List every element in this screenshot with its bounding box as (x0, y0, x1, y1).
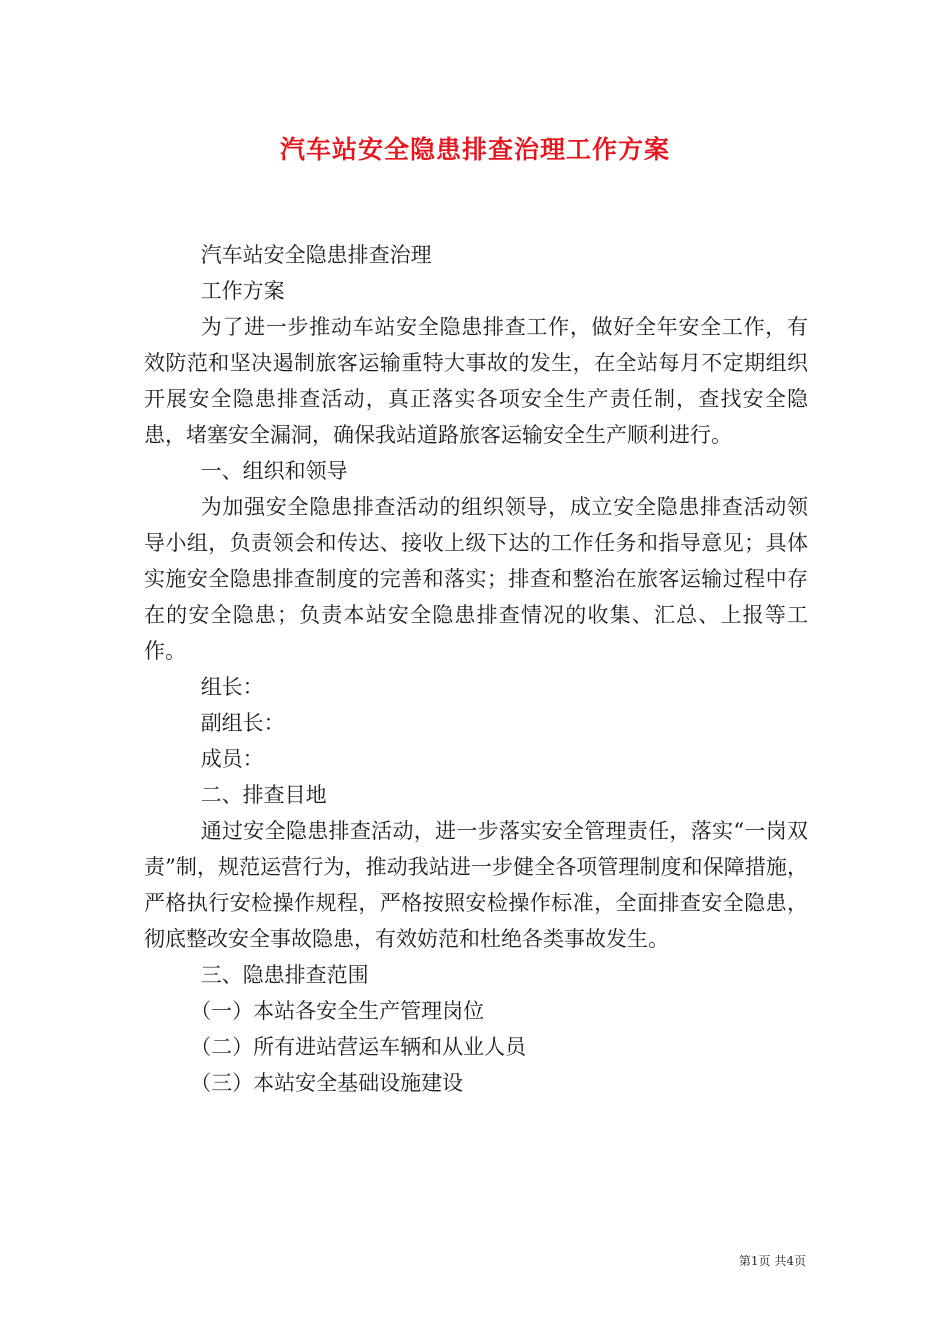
total-suffix: 页 (793, 1254, 806, 1268)
members-line: 成员： (200, 747, 264, 771)
document-body (144, 237, 808, 1101)
deputy-leader-line: 副组长： (200, 711, 285, 735)
page-suffix: 页 共 (758, 1254, 787, 1268)
section-heading-organization: 一、组织和领导 (200, 459, 348, 483)
subtitle-line-2: 工作方案 (200, 279, 285, 303)
scope-item-1: （一）本站各安全生产管理岗位 (190, 999, 485, 1023)
scope-item-2: （二）所有进站营运车辆和从业人员 (190, 1035, 527, 1059)
document-title: 汽车站安全隐患排查治理工作方案 (279, 135, 670, 164)
current-page-number: 1 (750, 1254, 759, 1268)
scope-item-3: （三）本站安全基础设施建设 (190, 1071, 464, 1095)
section-heading-scope: 三、隐患排查范围 (200, 963, 369, 987)
total-pages-number: 4 (786, 1254, 794, 1268)
organization-paragraph: 为加强安全隐患排查活动的组织领导，成立安全隐患排查活动领导小组，负责领会和传达、接收上级下达的工作任务和指导意见；具体实施安全隐患排查制度的完善和落实；排查和整治在旅客运输过程中存在的安全隐患；负责本站安全隐患排查情况的收集、汇总、上报等工作。 (144, 495, 808, 663)
page-footer (739, 1252, 806, 1269)
group-leader-line: 组长： (200, 675, 264, 699)
page-label: 第 (738, 1254, 751, 1268)
purpose-paragraph: 通过安全隐患排查活动，进一步落实安全管理责任，落实“一岗双责”制，规范运营行为，推动我站进一步健全各项管理制度和保障措施，严格执行安检操作规程，严格按照安检操作标准，全面排查安全隐患，彻底整改安全事故隐患，有效妨范和杜绝各类事故发生。 (144, 819, 808, 951)
intro-paragraph: 为了进一步推动车站安全隐患排查工作，做好全年安全工作，有效防范和坚决遏制旅客运输重特大事故的发生，在全站每月不定期组织开展安全隐患排查活动，真正落实各项安全生产责任制，查找安全隐患，堵塞安全漏洞，确保我站道路旅客运输安全生产顺利进行。 (144, 315, 808, 447)
subtitle-line-1: 汽车站安全隐患排查治理 (200, 243, 432, 267)
section-heading-purpose: 二、排查目地 (200, 783, 327, 807)
